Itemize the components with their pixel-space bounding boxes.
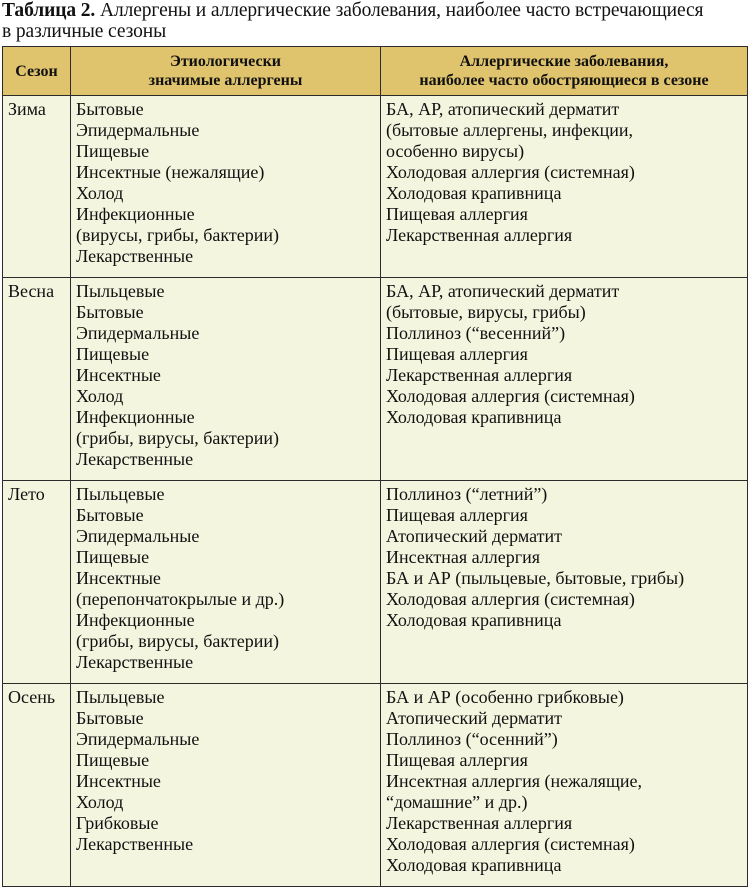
allergen-item: (грибы, вирусы, бактерии) — [76, 428, 280, 448]
disease-item: Атопический дерматит — [386, 708, 563, 728]
header-diseases-line: Аллергические заболевания, — [459, 53, 669, 70]
allergen-item: Холод — [76, 792, 124, 812]
allergen-item: Бытовые — [76, 708, 144, 728]
header-allergens-line: Этиологически — [169, 53, 282, 70]
allergen-cell — [71, 96, 381, 278]
disease-item: (бытовые аллергены, инфекции, — [386, 120, 633, 140]
disease-item: Пищевая аллергия — [386, 750, 528, 770]
disease-item: Холодовая аллергия (системная) — [386, 386, 635, 406]
season-cell: Зима — [3, 96, 71, 278]
header-allergens — [71, 47, 381, 96]
disease-cell — [381, 278, 748, 481]
disease-item: БА, АР, атопический дерматит — [386, 281, 620, 301]
allergen-item: Бытовые — [76, 505, 144, 525]
allergen-item: Грибковые — [76, 813, 159, 833]
disease-cell — [381, 96, 748, 278]
disease-item: Холодовая аллергия (системная) — [386, 162, 635, 182]
allergen-item: Лекарственные — [76, 246, 194, 266]
disease-item: (бытовые, вирусы, грибы) — [386, 302, 586, 322]
allergen-item: Лекарственные — [76, 834, 194, 854]
allergen-item: (грибы, вирусы, бактерии) — [76, 631, 280, 651]
disease-item: “домашние” и др.) — [386, 792, 528, 812]
allergen-item: Пыльцевые — [76, 484, 165, 504]
allergen-item: Эпидермальные — [76, 526, 200, 546]
caption-title-line1: Аллергены и аллергические заболевания, наиболее часто встречающиеся — [95, 0, 704, 21]
disease-item: Холодовая аллергия (системная) — [386, 589, 635, 609]
allergen-item: Инсектные (нежалящие) — [76, 162, 265, 182]
allergen-item: Пищевые — [76, 750, 150, 770]
allergen-item: Инсектные — [76, 365, 161, 385]
disease-item: Лекарственная аллергия — [386, 813, 573, 833]
disease-item: Пищевая аллергия — [386, 344, 528, 364]
disease-item: особенно вирусы) — [386, 141, 525, 161]
disease-item: Поллиноз (“летний”) — [386, 484, 548, 504]
allergen-item: Холод — [76, 183, 124, 203]
table-caption — [2, 0, 748, 42]
season-cell: Весна — [3, 278, 71, 481]
disease-item: Холодовая крапивница — [386, 407, 562, 427]
season-cell: Лето — [3, 481, 71, 684]
table-row — [3, 684, 748, 887]
disease-item: Лекарственная аллергия — [386, 225, 573, 245]
allergen-item: Пищевые — [76, 344, 150, 364]
allergen-item: Холод — [76, 386, 124, 406]
allergen-item: Инсектные — [76, 568, 161, 588]
disease-item: БА, АР, атопический дерматит — [386, 99, 620, 119]
season-cell: Осень — [3, 684, 71, 887]
header-diseases — [381, 47, 748, 96]
allergen-cell — [71, 278, 381, 481]
header-row — [3, 47, 748, 96]
allergen-item: Инфекционные — [76, 204, 195, 224]
disease-item: Холодовая крапивница — [386, 183, 562, 203]
allergen-item: (перепончатокрылые и др.) — [76, 589, 285, 609]
table-row — [3, 481, 748, 684]
disease-item: БА и АР (особенно грибковые) — [386, 687, 624, 707]
allergen-item: Лекарственные — [76, 449, 194, 469]
allergen-item: Инфекционные — [76, 610, 195, 630]
allergen-item: Эпидермальные — [76, 729, 200, 749]
allergen-item: Инсектные — [76, 771, 161, 791]
caption-label: Таблица 2. — [2, 0, 96, 21]
table-row — [3, 278, 748, 481]
allergen-item: (вирусы, грибы, бактерии) — [76, 225, 280, 245]
allergen-item: Пищевые — [76, 547, 150, 567]
disease-item: Холодовая крапивница — [386, 610, 562, 630]
disease-item: Поллиноз (“весенний”) — [386, 323, 566, 343]
header-allergens-line: значимые аллергены — [148, 72, 303, 89]
allergen-cell — [71, 684, 381, 887]
disease-item: Пищевая аллергия — [386, 505, 528, 525]
allergen-item: Эпидермальные — [76, 120, 200, 140]
disease-item: Поллиноз (“осенний”) — [386, 729, 558, 749]
allergen-item: Лекарственные — [76, 652, 194, 672]
disease-cell — [381, 481, 748, 684]
table-row — [3, 96, 748, 278]
caption-title-line2: в различные сезоны — [2, 21, 167, 42]
allergen-item: Инфекционные — [76, 407, 195, 427]
disease-item: Атопический дерматит — [386, 526, 563, 546]
disease-item: БА и АР (пыльцевые, бытовые, грибы) — [386, 568, 685, 588]
allergen-cell — [71, 481, 381, 684]
allergen-item: Бытовые — [76, 302, 144, 322]
disease-item: Инсектная аллергия (нежалящие, — [386, 771, 642, 791]
disease-item: Холодовая аллергия (системная) — [386, 834, 635, 854]
disease-item: Лекарственная аллергия — [386, 365, 573, 385]
disease-item: Пищевая аллергия — [386, 204, 528, 224]
allergen-item: Бытовые — [76, 99, 144, 119]
header-season: Сезон — [3, 47, 71, 96]
allergy-season-table — [2, 46, 748, 887]
disease-item: Инсектная аллергия — [386, 547, 541, 567]
disease-cell — [381, 684, 748, 887]
disease-item: Холодовая крапивница — [386, 855, 562, 875]
allergen-item: Пищевые — [76, 141, 150, 161]
allergen-item: Пыльцевые — [76, 687, 165, 707]
allergen-item: Эпидермальные — [76, 323, 200, 343]
header-diseases-line: наиболее часто обостряющиеся в сезоне — [419, 72, 709, 89]
allergen-item: Пыльцевые — [76, 281, 165, 301]
